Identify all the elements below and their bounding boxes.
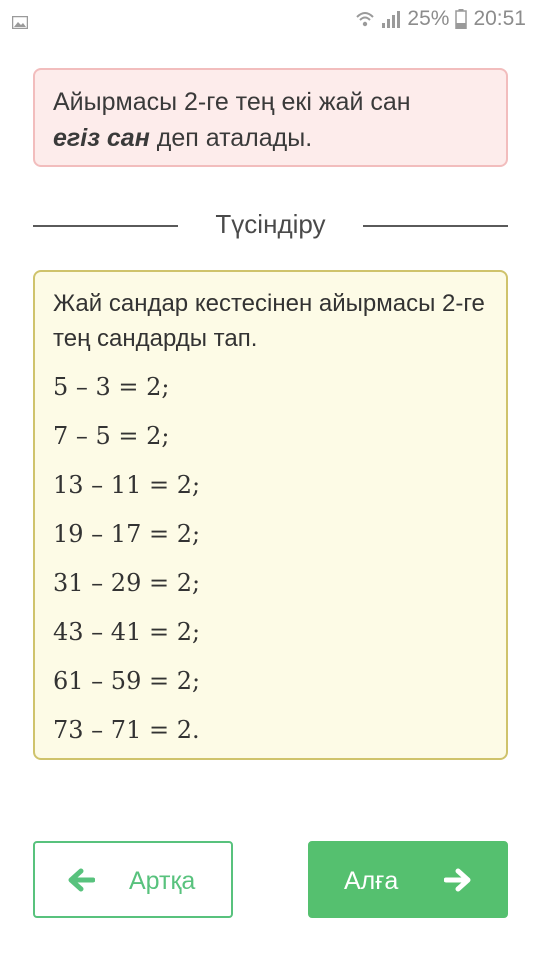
wifi-icon [355,10,375,28]
equation-row: 73 – 71 = 2. [53,716,200,744]
next-button[interactable] [308,841,508,918]
definition-callout [33,68,508,167]
divider-line-right [363,225,508,227]
image-icon [12,11,28,24]
equation-row: 7 – 5 = 2; [53,422,170,450]
status-indicators [355,7,526,31]
equation-row: 5 – 3 = 2; [53,373,170,401]
explanation-intro: Жай сандар кестесінен айырмасы 2-ге тең сандарды тап. [53,290,485,352]
equation-row: 13 – 11 = 2; [53,471,201,499]
battery-percent: 25% [407,7,450,30]
equation-list [53,363,488,755]
arrow-left-icon [67,867,95,893]
back-button[interactable] [33,841,233,918]
callout-bold-term: егіз сан [53,124,150,152]
callout-text-after: деп аталады. [149,124,313,152]
section-title: Түсіндіру [215,209,326,239]
arrow-right-icon [444,867,472,893]
back-button-label: Артқа [129,867,196,895]
battery-icon [455,9,467,29]
equation-row: 61 – 59 = 2; [53,667,201,695]
callout-text-before: Айырмасы 2-ге тең екі жай сан [53,88,411,116]
equation-row: 43 – 41 = 2; [53,618,201,646]
signal-icon [381,10,401,28]
equation-row: 31 – 29 = 2; [53,569,201,597]
equation-row: 19 – 17 = 2; [53,520,201,548]
next-button-label: Алға [344,867,399,895]
section-divider [33,204,508,248]
explanation-box [33,270,508,760]
status-bar [0,0,540,38]
clock: 20:51 [473,7,526,30]
